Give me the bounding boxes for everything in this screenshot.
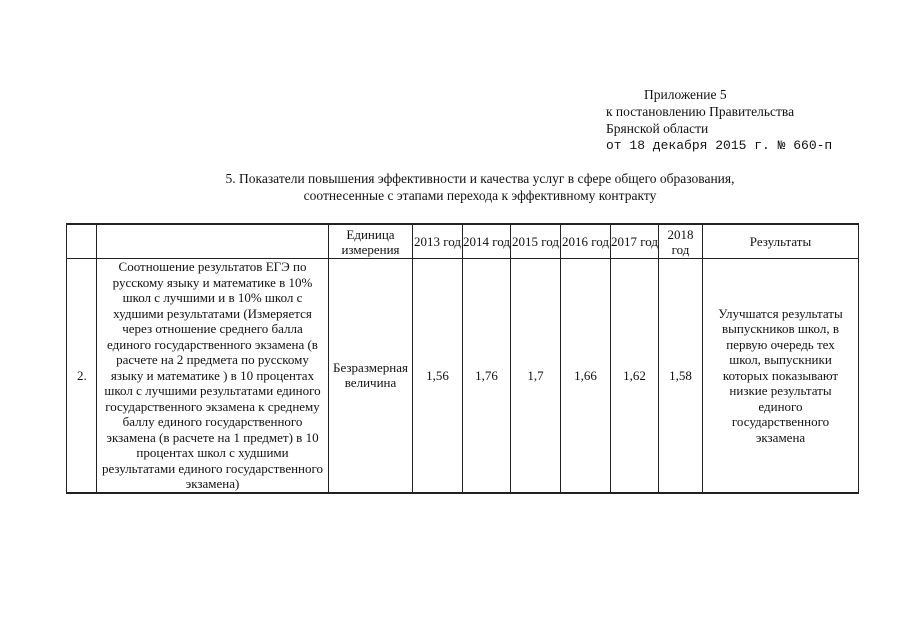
- header-unit: Единица измерения: [329, 224, 413, 259]
- row-value-2015: 1,7: [511, 259, 561, 493]
- row-value-2013: 1,56: [413, 259, 463, 493]
- header-number: [67, 224, 97, 259]
- appendix-label: Приложение 5: [644, 87, 727, 102]
- header-indicator: [97, 224, 329, 259]
- region-line: Брянской области: [606, 121, 709, 136]
- document-title: [60, 170, 900, 204]
- header-2018: 2018 год: [659, 224, 703, 259]
- row-indicator: Соотношение результатов ЕГЭ по русскому языку и математике в 10% школ с лучшими и в 10% школ с худшими результатами (Измеряется через отношение среднего балла единого государственного экзамена (в расчете на 2 предмета по русскому языку и математике ) в 10 процентах школ с лучшими результатами единого государственного экзамена к среднему баллу единого государственного экзамена (в расчете на 1 предмет) в 10 процентах школ с худшими результатами единого государственного экзамена): [97, 259, 329, 493]
- header-2015: 2015 год: [511, 224, 561, 259]
- table-header-row: [67, 224, 859, 259]
- indicators-table: [66, 223, 859, 494]
- row-unit: Безразмерная величина: [329, 259, 413, 493]
- header-2016: 2016 год: [561, 224, 611, 259]
- decree-line: к постановлению Правительства: [606, 104, 795, 119]
- row-results: Улучшатся результаты выпускников школ, в первую очередь тех школ, выпускники которых показывают низкие результаты единого государственного экзамена: [703, 259, 859, 493]
- title-line-1: 5. Показатели повышения эффективности и качества услуг в сфере общего образования,: [225, 171, 735, 186]
- row-value-2018: 1,58: [659, 259, 703, 493]
- appendix-header: [606, 86, 832, 154]
- header-2013: 2013 год: [413, 224, 463, 259]
- header-2017: 2017 год: [611, 224, 659, 259]
- table-row: [67, 259, 859, 493]
- row-value-2017: 1,62: [611, 259, 659, 493]
- header-results: Результаты: [703, 224, 859, 259]
- date-line: от 18 декабря 2015 г. № 660-п: [606, 138, 833, 153]
- row-value-2014: 1,76: [463, 259, 511, 493]
- row-number: 2.: [67, 259, 97, 493]
- row-value-2016: 1,66: [561, 259, 611, 493]
- header-2014: 2014 год: [463, 224, 511, 259]
- title-line-2: соотнесенные с этапами перехода к эффективному контракту: [303, 188, 657, 203]
